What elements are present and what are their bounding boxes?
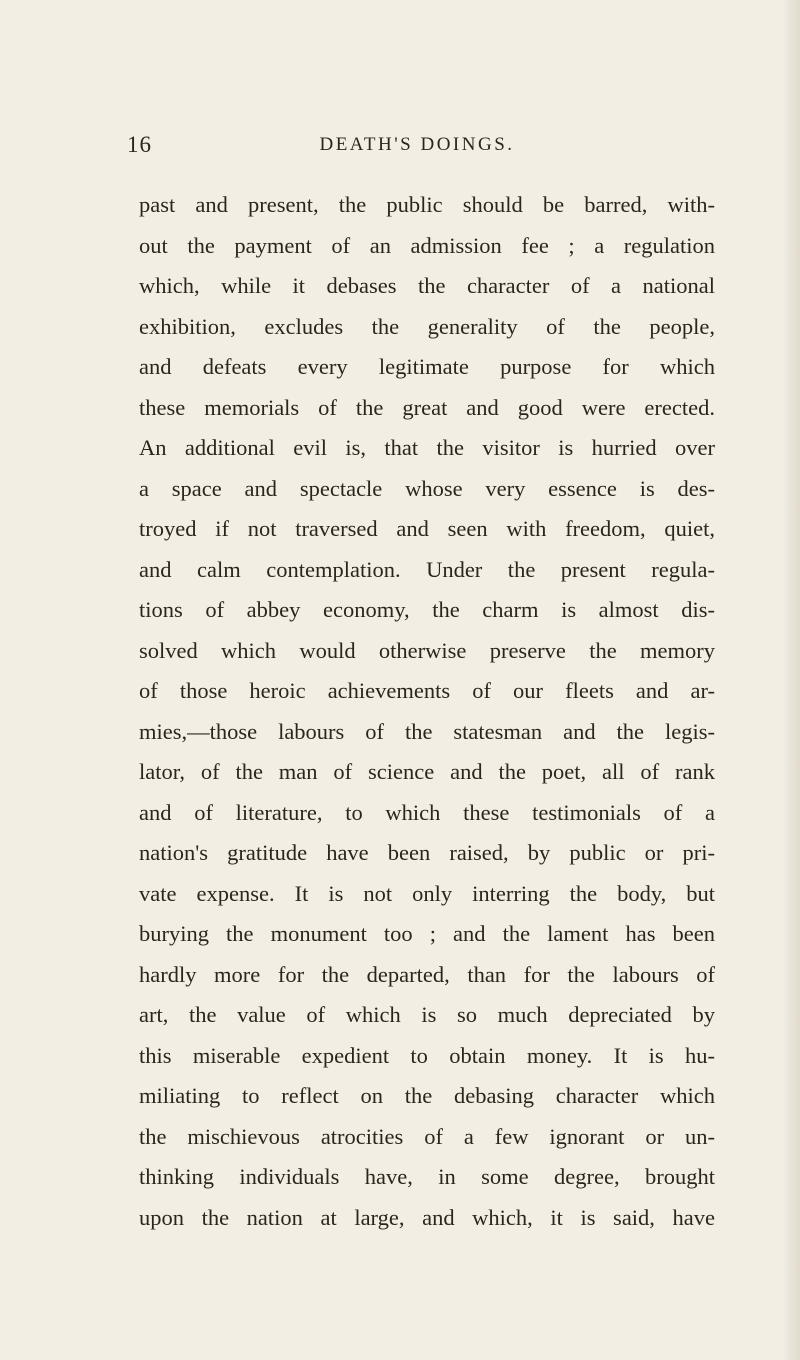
text-line: burying the monument too ; and the lament has been [139,921,715,946]
text-line: tions of abbey economy, the charm is almost dis- [139,597,715,622]
text-line: troyed if not traversed and seen with freedom, quiet, [139,516,715,541]
text-line: nation's gratitude have been raised, by public or pri- [139,840,715,865]
text-line: a space and spectacle whose very essence is des- [139,475,715,501]
text-line: exhibition, excludes the generality of the people, [139,313,715,339]
text-line: art, the value of which is so much depreciated by [139,1002,715,1027]
text-line: An additional evil is, that the visitor is hurried over [139,435,715,460]
text-line: and of literature, to which these testimonials of a [139,799,715,825]
text-line: out the payment of an admission fee ; a regulation [139,232,715,258]
body-text [139,185,715,1238]
text-line: this miserable expedient to obtain money. It is hu- [139,1042,715,1068]
text-line: and defeats every legitimate purpose for which [139,354,715,379]
text-line: miliating to reflect on the debasing character which [139,1083,715,1108]
text-line: and calm contemplation. Under the present regula- [139,556,715,582]
text-line: solved which would otherwise preserve the memory [139,637,715,663]
running-head [127,132,707,166]
text-line: lator, of the man of science and the poet, all of rank [139,759,715,784]
text-line: thinking individuals have, in some degree, brought [139,1164,715,1189]
text-line: vate expense. It is not only interring the body, but [139,880,715,906]
text-line: which, while it debases the character of a national [139,273,715,298]
text-line: these memorials of the great and good were erected. [139,394,715,420]
text-line: upon the nation at large, and which, it is said, have [139,1204,715,1230]
text-line: hardly more for the departed, than for the labours of [139,961,715,987]
page-number: 16 [127,132,152,157]
running-title: DEATH'S DOINGS. [319,134,515,155]
text-line: past and present, the public should be barred, with- [139,192,715,217]
text-line: the mischievous atrocities of a few ignorant or un- [139,1123,715,1149]
page-edge-shadow [782,0,800,1360]
text-line: mies,—those labours of the statesman and the legis- [139,718,715,744]
text-line: of those heroic achievements of our fleets and ar- [139,678,715,703]
